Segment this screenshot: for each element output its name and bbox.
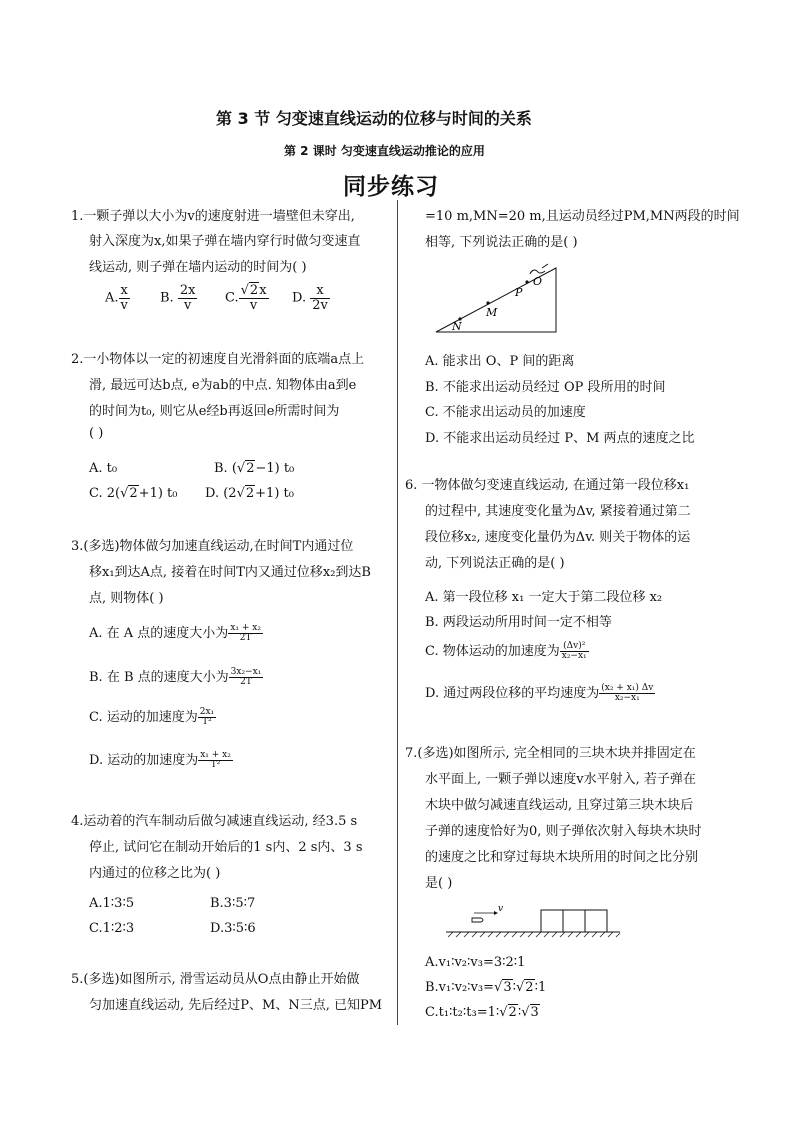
q3-line-1: 3.(多选)物体做匀加速直线运动,在时间T内通过位	[71, 539, 354, 554]
fraction: $\frac{\text{2x₁}}{\text{T²}}$	[199, 706, 215, 727]
q3-option-b[interactable]: B. 在 B 点的速度大小为 $\frac{\text{3x₂−x₁}}{2T}$	[89, 666, 262, 687]
q6-option-c[interactable]: C. 物体运动的加速度为 $\frac{\text{(Δv)²}}{\text{x₂−x₁}}$	[425, 640, 587, 661]
q2-line-4: ( )	[89, 426, 104, 441]
bullet-icon	[472, 918, 483, 922]
label-n: N	[452, 320, 462, 333]
option-letter: D.	[292, 290, 307, 306]
q2-option-a[interactable]: A. t₀	[89, 461, 118, 476]
q4-option-d[interactable]: D.3∶5∶6	[210, 921, 256, 936]
q2-option-c[interactable]: C. 2(√2+1) t₀	[89, 486, 178, 501]
q5-line-2: 匀加速直线运动, 先后经过P、M、N三点, 已知PM	[89, 998, 383, 1013]
fraction: $\frac{\text{(x₂ + x₁) Δv}}{\text{x₂−x₁}}$	[601, 682, 654, 703]
q5-option-c[interactable]: C. 不能求出运动员的加速度	[425, 405, 586, 420]
q2-line-3: 的时间为t₀, 则它从e经b再返回e所需时间为	[89, 404, 340, 419]
fraction: $\frac{\text{(Δv)²}}{\text{x₂−x₁}}$	[561, 640, 587, 661]
label-o: O	[533, 275, 543, 288]
q7-option-b[interactable]: B.v₁∶v₂∶v₃=√3∶√2∶1	[425, 980, 547, 995]
q6-line-1: 6. 一物体做匀变速直线运动, 在通过第一段位移x₁	[405, 478, 690, 493]
q4-line-1: 4.运动着的汽车制动后做匀减速直线运动, 经3.5 s	[71, 814, 358, 829]
q5-line-1: 5.(多选)如图所示, 滑雪运动员从O点由静止开始做	[71, 972, 360, 987]
wood-blocks-figure	[444, 902, 624, 942]
ski-slope-figure	[430, 262, 560, 334]
q1-line-2: 射入深度为x,如果子弹在墙内穿行时做匀变速直	[89, 234, 361, 249]
ground-hatch	[448, 932, 620, 937]
q4-option-b[interactable]: B.3∶5∶7	[210, 896, 256, 911]
q3-option-c[interactable]: C. 运动的加速度为 $\frac{\text{2x₁}}{\text{T²}}$	[89, 706, 215, 727]
q7-line-1: 7.(多选)如图所示, 完全相同的三块木块并排固定在	[405, 746, 696, 761]
q1-line-1: 1.一颗子弹以大小为v的速度射进一墙壁但未穿出,	[71, 209, 355, 224]
q3-option-a[interactable]: A. 在 A 点的速度大小为 $\frac{\text{x₁ + x₂}}{2T}$	[89, 622, 261, 643]
fraction: $\frac{2x}{v}$	[179, 283, 196, 313]
q7-line-2: 水平面上, 一颗子弹以速度v水平射入, 若子弹在	[425, 772, 696, 787]
fraction: $\frac{\text{3x₂−x₁}}{2T}$	[230, 666, 262, 687]
q2-line-2: 滑, 最远可达b点, e为ab的中点. 知物体由a到e	[89, 378, 357, 393]
q7-option-c[interactable]: C.t₁∶t₂∶t₃=1∶√2∶√3	[425, 1005, 539, 1020]
q6-line-4: 动, 下列说法正确的是( )	[425, 556, 565, 571]
point-m	[486, 301, 489, 304]
fraction: $\frac{\text{x₁ + x₂}}{\text{T²}}$	[200, 749, 231, 770]
q3-option-d[interactable]: D. 运动的加速度为 $\frac{\text{x₁ + x₂}}{\text{T²}}$	[89, 749, 231, 770]
q6-option-d[interactable]: D. 通过两段位移的平均速度为 $\frac{\text{(x₂ + x₁) Δv}}{\text{x₂−x₁}}$	[425, 682, 654, 703]
q3-line-3: 点, 则物体( )	[89, 591, 164, 606]
q5-option-d[interactable]: D. 不能求出运动员经过 P、M 两点的速度之比	[425, 431, 695, 446]
q7-line-4: 子弹的速度恰好为0, 则子弹依次射入每块木块时	[425, 824, 702, 839]
fraction: $\frac{x}{v}$	[120, 283, 128, 313]
q1-option-a[interactable]	[105, 284, 130, 312]
column-divider	[397, 200, 398, 1025]
q4-option-c[interactable]: C.1∶2∶3	[89, 921, 135, 936]
option-letter: B.	[160, 290, 174, 306]
fraction: $\frac{\text{x₁ + x₂}}{2T}$	[230, 622, 261, 643]
label-p: P	[515, 286, 523, 299]
q4-option-a[interactable]: A.1∶3∶5	[89, 896, 135, 911]
q1-option-d[interactable]	[292, 284, 330, 312]
label-m: M	[486, 306, 498, 319]
section-heading: 同步练习	[343, 174, 439, 200]
q7-line-6: 是( )	[425, 876, 453, 891]
page-subtitle: 第 2 课时 匀变速直线运动推论的应用	[284, 144, 485, 158]
q5-option-a[interactable]: A. 能求出 O、P 间的距离	[425, 354, 575, 369]
q2-option-d[interactable]: D. (2√2+1) t₀	[205, 486, 294, 501]
q2-option-b[interactable]: B. (√2−1) t₀	[214, 461, 295, 476]
q5-line-3: =10 m,MN=20 m,且运动员经过PM,MN两段的时间	[425, 209, 740, 224]
q1-option-b[interactable]	[160, 284, 197, 312]
q6-option-a[interactable]: A. 第一段位移 x₁ 一定大于第二段位移 x₂	[425, 590, 663, 605]
q1-option-c[interactable]	[225, 284, 269, 312]
q1-line-3: 线运动, 则子弹在墙内运动的时间为( )	[89, 260, 307, 275]
q5-option-b[interactable]: B. 不能求出运动员经过 OP 段所用的时间	[425, 380, 666, 395]
wood-block-3	[585, 910, 607, 932]
skier-icon	[530, 264, 548, 274]
q2-line-1: 2.一小物体以一定的初速度自光滑斜面的底端a点上	[71, 352, 365, 367]
q6-option-b[interactable]: B. 两段运动所用时间一定不相等	[425, 615, 612, 630]
label-v: v	[498, 904, 504, 914]
option-letter: A.	[105, 290, 119, 306]
q4-line-2: 停止, 试问它在制动开始后的1 s内、2 s内、3 s	[89, 840, 363, 855]
point-p	[525, 280, 528, 283]
fraction: $\frac{x}{2v}$	[312, 283, 328, 313]
option-letter: C.	[225, 290, 239, 306]
q6-line-3: 段位移x₂, 速度变化量仍为Δv. 则关于物体的运	[425, 530, 691, 545]
q7-line-5: 的速度之比和穿过每块木块所用的时间之比分别	[425, 850, 699, 865]
fraction: $\frac{√2x}{v}$	[240, 283, 267, 313]
page-title: 第 3 节 匀变速直线运动的位移与时间的关系	[216, 109, 532, 128]
q7-line-3: 木块中做匀减速直线运动, 且穿过第三块木块后	[425, 798, 694, 813]
q7-option-a[interactable]: A.v₁∶v₂∶v₃=3∶2∶1	[425, 955, 526, 970]
q4-line-3: 内通过的位移之比为( )	[89, 866, 221, 881]
wood-block-2	[563, 910, 585, 932]
q5-line-4: 相等, 下列说法正确的是( )	[425, 235, 578, 250]
q3-line-2: 移x₁到达A点, 接着在时间T内又通过位移x₂到达B	[89, 565, 371, 580]
wood-block-1	[541, 910, 563, 932]
q6-line-2: 的过程中, 其速度变化量为Δv, 紧接着通过第二	[425, 504, 691, 519]
